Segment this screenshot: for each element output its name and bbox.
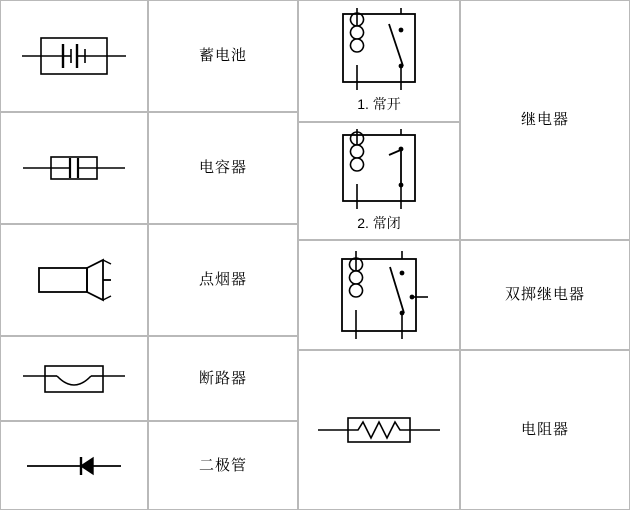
- cell-label-relay: [460, 0, 630, 240]
- label-text: 电阻器: [520, 421, 569, 439]
- label-text: 继电器: [520, 111, 569, 129]
- relay-normally-open-icon: [327, 8, 431, 94]
- label-text: 断路器: [198, 369, 247, 387]
- capacitor-icon: [19, 143, 129, 193]
- cell-symbol-relay-double-throw: [298, 240, 460, 350]
- label-text: 电容器: [198, 159, 247, 177]
- label-text: 蓄电池: [198, 47, 247, 65]
- cell-symbol-resistor: [298, 350, 460, 510]
- cell-symbol-battery: [0, 0, 148, 112]
- cell-symbol-diode: [0, 421, 148, 510]
- cell-symbol-relay-normally-open: [298, 0, 460, 122]
- cell-label-resistor: [460, 350, 630, 510]
- circuit-breaker-icon: [19, 356, 129, 402]
- relay-normally-closed-caption: 2. 常闭: [357, 215, 401, 231]
- relay-double-throw-icon: [324, 249, 434, 341]
- cell-symbol-capacitor: [0, 112, 148, 224]
- cigarette-lighter-icon: [19, 254, 129, 306]
- relay-normally-open-caption: 1. 常开: [357, 96, 401, 112]
- cell-label-cigarette-lighter: [148, 224, 298, 336]
- diode-icon: [19, 449, 129, 483]
- battery-icon: [19, 26, 129, 86]
- resistor-icon: [314, 408, 444, 452]
- cell-label-circuit-breaker: [148, 336, 298, 421]
- relay-normally-closed-icon: [327, 129, 431, 213]
- cell-label-battery: [148, 0, 298, 112]
- label-text: 二极管: [198, 456, 247, 474]
- cell-label-double-throw-relay: [460, 240, 630, 350]
- label-text: 点烟器: [198, 271, 247, 289]
- label-text: 双掷继电器: [504, 286, 585, 304]
- cell-symbol-relay-normally-closed: [298, 122, 460, 240]
- cell-symbol-circuit-breaker: [0, 336, 148, 421]
- cell-label-diode: [148, 421, 298, 510]
- cell-symbol-cigarette-lighter: [0, 224, 148, 336]
- cell-label-capacitor: [148, 112, 298, 224]
